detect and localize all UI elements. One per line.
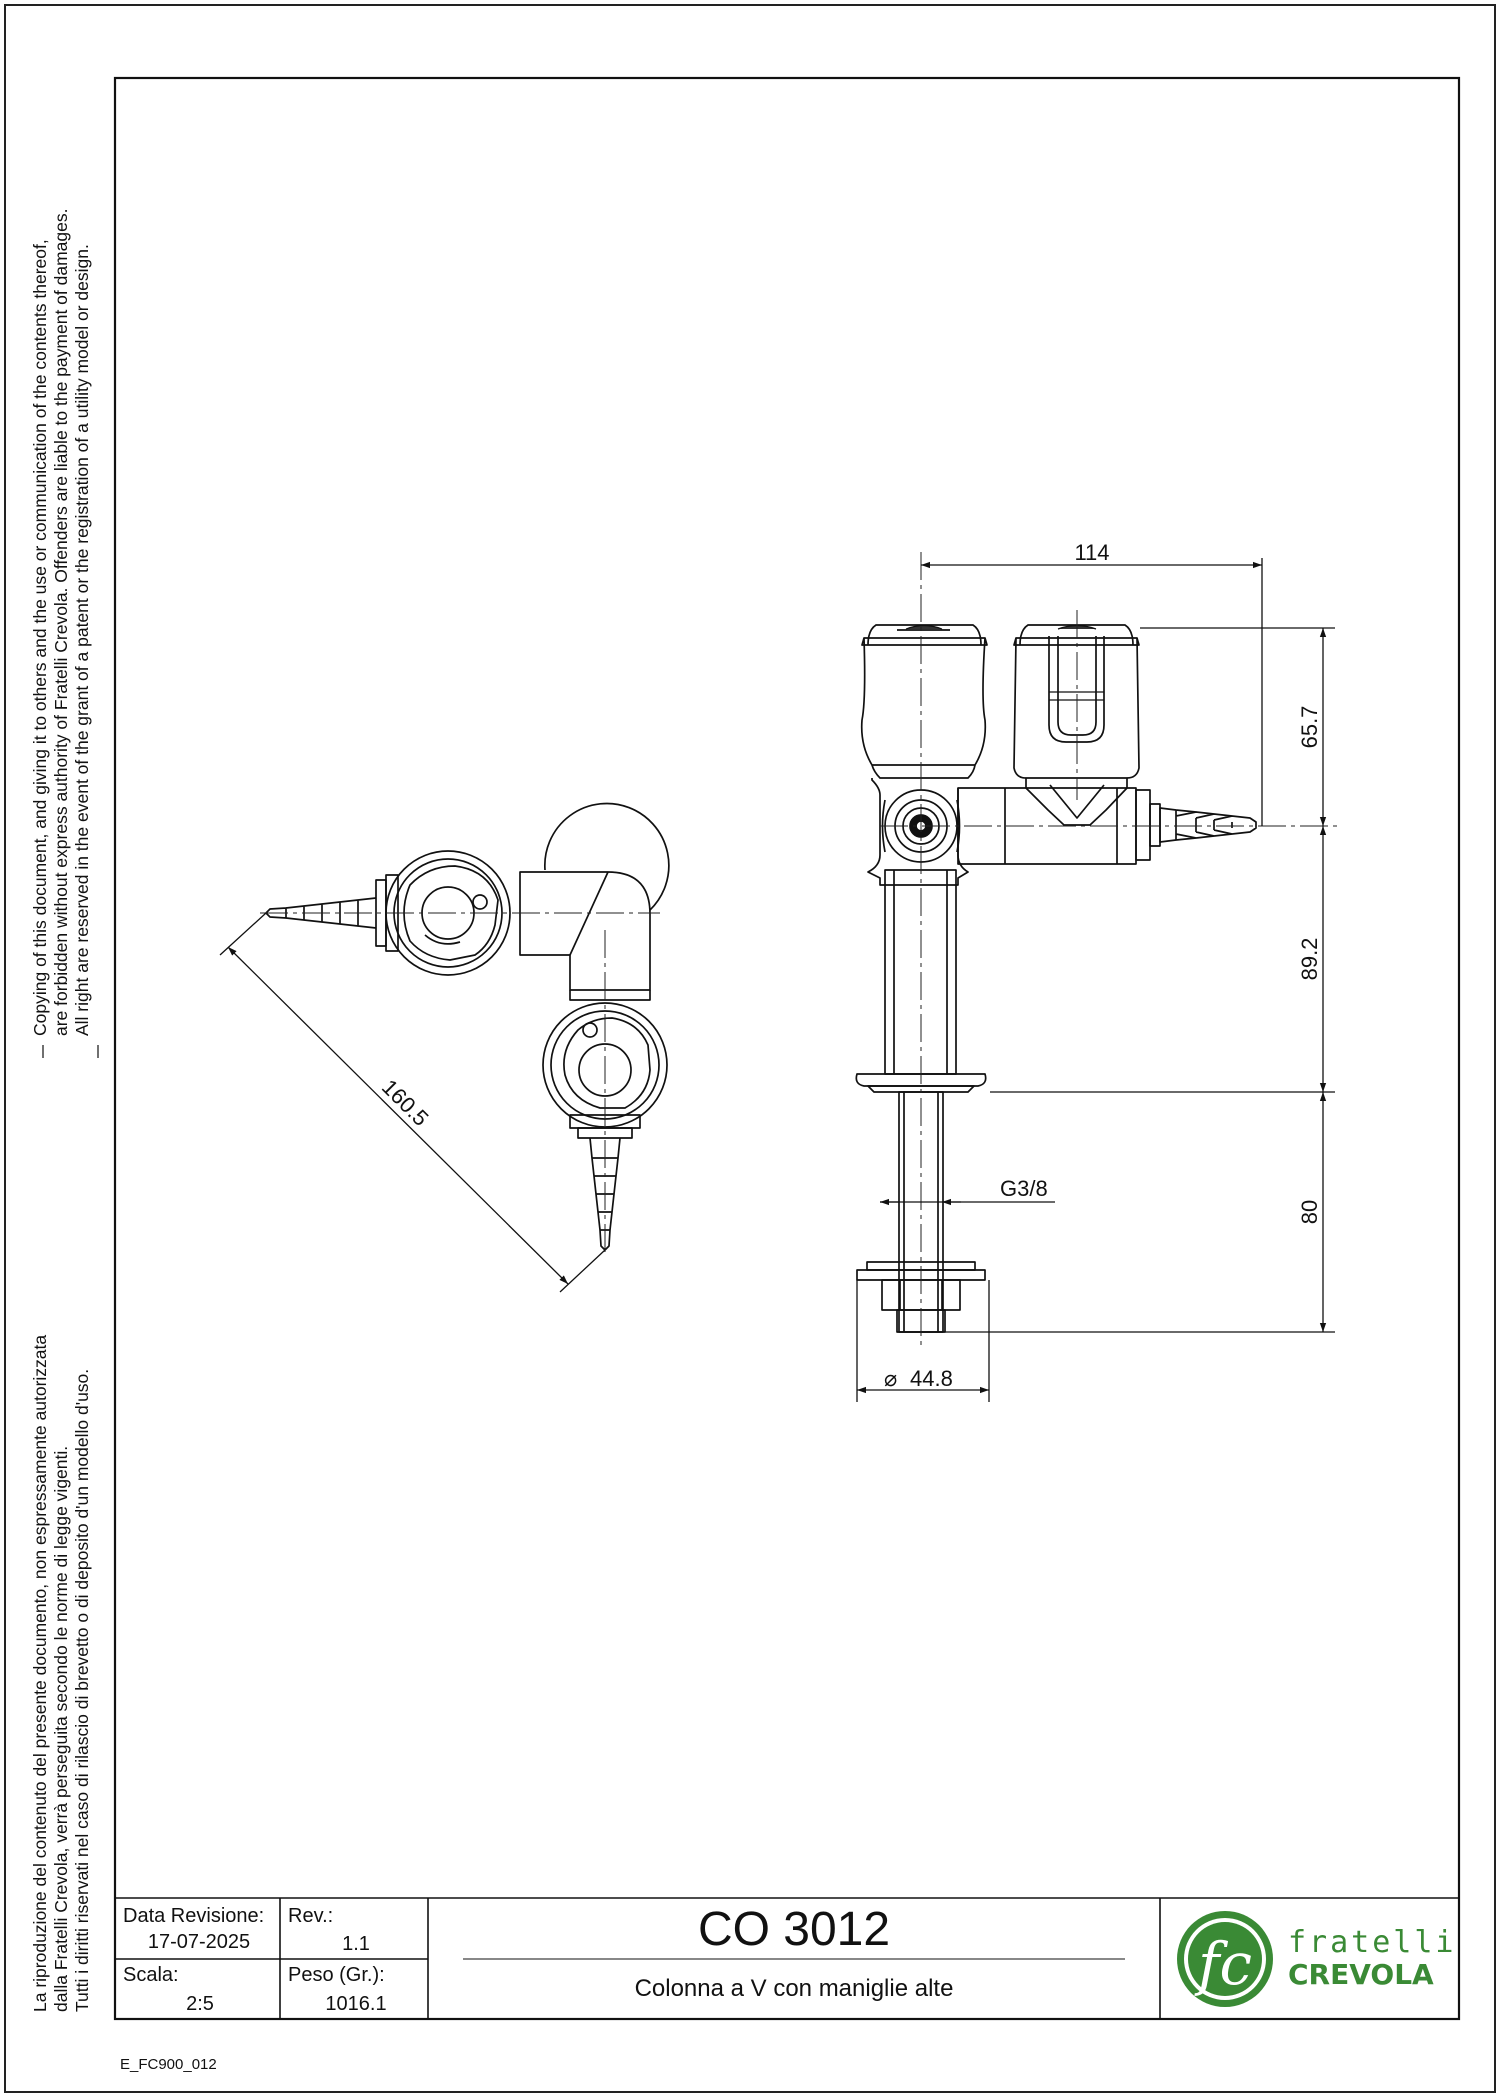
- hose-barb-right: [1160, 808, 1256, 842]
- weight-label: Peso (Gr.):: [288, 1964, 385, 1986]
- revision-date-label: Data Revisione:: [123, 1905, 265, 1927]
- front-dimension-texts: [884, 540, 1322, 1391]
- notice-en-line-3: All right are reserved in the event of the grant of a patent or the registration of a utility model or design.: [72, 244, 92, 1036]
- scale-value: 2:5: [186, 1993, 214, 2015]
- dim-thread: G3/8: [1000, 1176, 1048, 1201]
- rev-label: Rev.:: [288, 1905, 334, 1927]
- top-view-center-lines: [260, 913, 660, 1255]
- logo-word-fratelli: fratelli: [1288, 1925, 1457, 1960]
- product-code: CO 3012: [697, 1903, 891, 1956]
- logo: [1177, 1911, 1273, 2007]
- v-body: [958, 778, 1160, 864]
- notice-it-line-2: dalla Fratelli Crevola, verrà perseguita secondo le norme di legge vigenti.: [51, 1445, 71, 2012]
- document-code: E_FC900_012: [120, 2056, 217, 2073]
- shank: [857, 1092, 985, 1332]
- notice-en-line-2: are forbidden without express authority of Fratelli Crevola. Offenders are liable to the payment of damages.: [51, 208, 71, 1036]
- scale-label: Scala:: [123, 1964, 179, 1986]
- copyright-notice-it: [30, 1335, 93, 2012]
- dim-160-5: 160.5: [376, 1074, 434, 1132]
- product-description: Colonna a V con maniglie alte: [634, 1975, 954, 2002]
- weight-value: 1016.1: [325, 1993, 387, 2015]
- logo-monogram: fc: [1198, 1930, 1252, 1998]
- dim-65-7: 65.7: [1297, 705, 1322, 749]
- notice-it-line-1: La riproduzione del contenuto del presente documento, non espressamente autorizzata: [30, 1334, 50, 2012]
- revision-date: 17-07-2025: [147, 1931, 251, 1953]
- left-handle: [862, 625, 987, 778]
- drawing-frame: [115, 78, 1459, 2019]
- logo-word-crevola: CREVOLA: [1288, 1958, 1434, 1991]
- diameter-icon: ⌀: [884, 1366, 898, 1391]
- dim-89-2: 89.2: [1297, 937, 1322, 981]
- top-view: [266, 803, 669, 1250]
- rev-value: 1.1: [342, 1933, 370, 1955]
- dim-80: 80: [1297, 1199, 1322, 1225]
- notice-it-line-3: Tutti i diritti riservati nel caso di rilascio di brevetto o di deposito d'un modello d'uso.: [72, 1368, 92, 2012]
- center-lines: [880, 552, 1340, 1345]
- outer-border: [5, 5, 1495, 2092]
- front-view: [856, 625, 1256, 1332]
- copyright-notice-en: [30, 209, 93, 1036]
- notice-en-line-1: Copying of this document, and giving it to others and the use or communication of the contents thereof,: [30, 239, 50, 1036]
- left-valve: [868, 778, 968, 885]
- dim-44-8: 44.8: [910, 1366, 953, 1391]
- dim-114: 114: [1074, 540, 1110, 565]
